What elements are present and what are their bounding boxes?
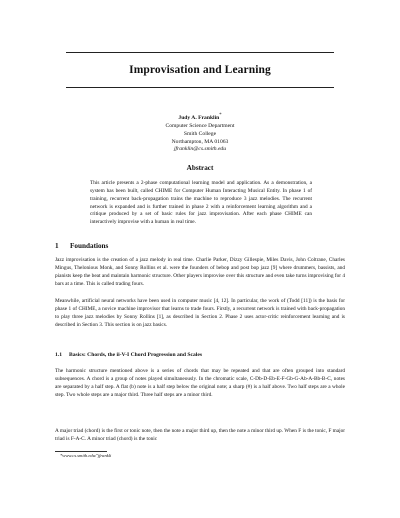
section-heading-foundations [55, 242, 108, 250]
section-title: Foundations [70, 242, 109, 250]
author-name: Judy A. Franklin [178, 114, 220, 121]
body-paragraph: The harmonic structure mentioned above is a series of chords that may be repeated and that are often grouped into standard subsequences. A chord is a group of notes played simultaneously. In the chromatic scale, C-Db-D-Eb-E-F-Gb-G-Ab-A-Bb-B-C, notes are separated by a half step. A flat (b) note is a half step below the original note; a sharp (#) is a half above. Two half steps are a whole step. Two whole steps are a major third. Three half steps are a minor third. [55, 368, 345, 398]
body-paragraph: Jazz improvisation is the creation of a jazz melody in real time. Charlie Parker, Dizzy Gillespie, Miles Davis, John Coltrane, Charles Mingus, Thelonious Monk, and Sonny Rollins et al. were the founders of bebop and post bop jazz [9] where drummers, bassists, and pianists keep the beat and maintain harmonic structure. Other players improvise over this structure and even take turns improvising for 4 bars at a time. This is called trading fours. [55, 257, 345, 287]
author-affiliation-department: Computer Science Department [165, 122, 235, 129]
footnote-rule [55, 451, 107, 452]
author-email: jfranklin@cs.smith.edu [173, 146, 227, 153]
footnote-author-url: *www.cs.smith.edu/˜jfrankli [60, 453, 112, 458]
title-rule-bottom [66, 87, 334, 88]
body-paragraph: Meanwhile, artificial neural networks have been used in computer music [4, 12]. In particular, the work of (Todd [11]) is the basis for phase 1 of CHIME, a novice machine improvisor that learns to trade fours. Firstly, a recurrent network is trained with back-propagation to play three jazz melodies by Sonny Rollins [1], as described in Section 2. Phase 2 uses actor-critic reinforcement learning and is described in Section 3. This section is on jazz basics. [55, 298, 345, 328]
section-number: 1 [55, 242, 59, 250]
subsection-number: 1.1 [55, 352, 62, 358]
subsection-heading-basics [55, 352, 202, 358]
paper-title: Improvisation and Learning [129, 64, 271, 76]
author-affiliation-institution: Smith College [183, 130, 217, 137]
author-footnote-mark: * [219, 113, 222, 118]
abstract-text: This article presents a 2-phase computational learning model and application. As a demonstration, a system has been built, called CHIME for Computer Human Interacting Musical Entity. In phase 1 of training, recurrent back-propagation trains the machine to reproduce 3 jazz melodies. The recurrent network is expanded and is further trained in phase 2 with a reinforcement learning algorithm and a critique produced by a set of basic rules for jazz improvisation. After each phase CHIME can interactively improvise with a human in real time. [90, 180, 312, 226]
author-affiliation-address: Northampton, MA 01063 [171, 138, 229, 145]
title-rule-top [66, 52, 334, 53]
body-paragraph: A major triad (chord) is the first or tonic note, then the note a major third up, then the note a minor third up. When F is the tonic, F major triad is F-A-C. A minor triad (chord) is the tonic [55, 428, 345, 442]
author-block [0, 112, 400, 154]
author-name-line [0, 112, 400, 123]
abstract-heading: Abstract [186, 164, 214, 172]
subsection-title: Basics: Chords, the ii-V-I Chord Progression and Scales [69, 352, 203, 358]
